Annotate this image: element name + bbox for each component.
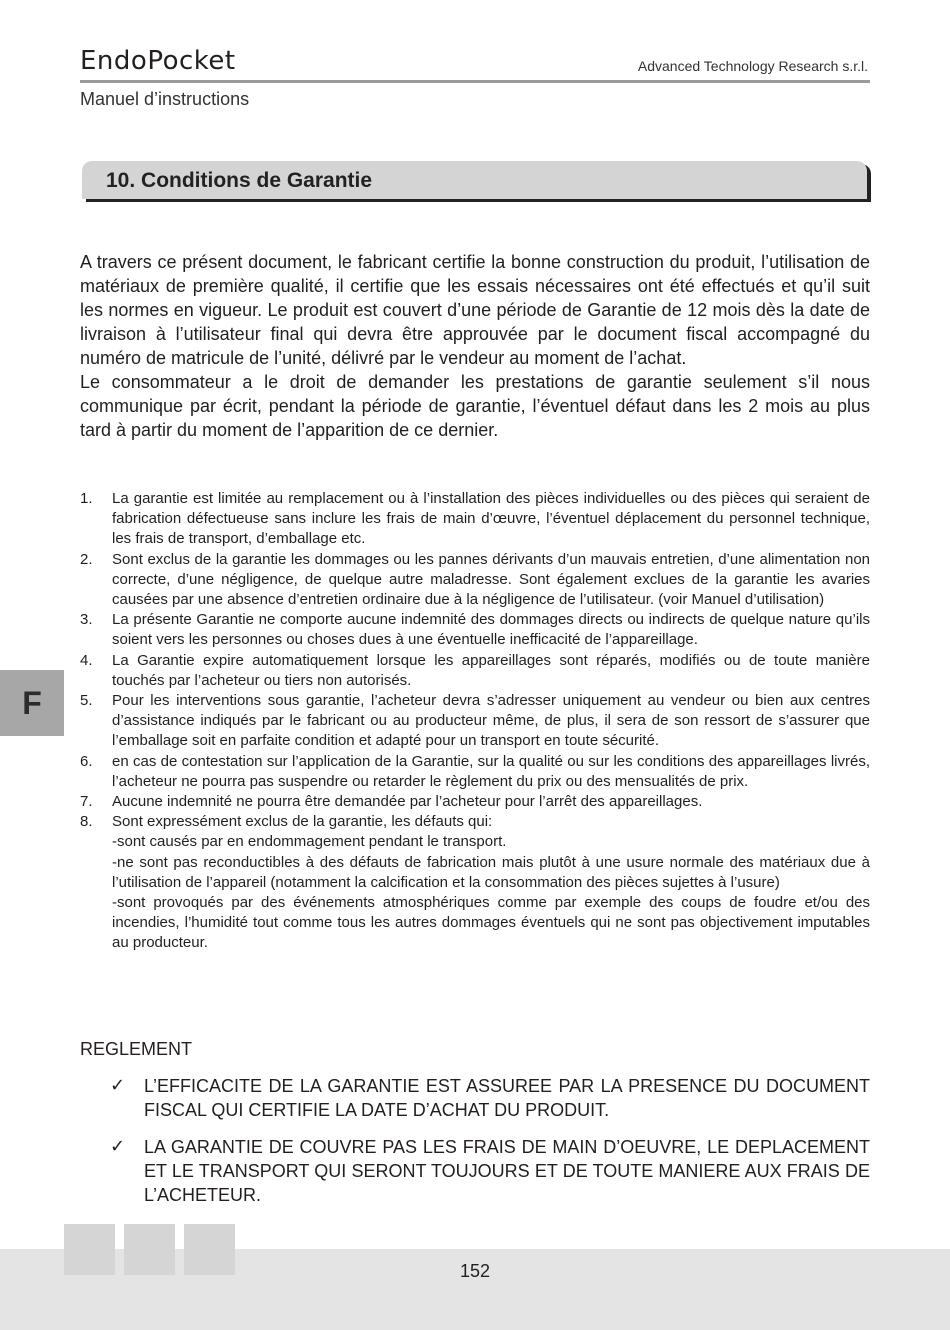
conditions-list [80, 489, 870, 954]
condition-number: 2. [80, 550, 93, 568]
reglement-title: REGLEMENT [80, 1039, 193, 1059]
condition-text: La présente Garantie ne comporte aucune indemnité des dommages directs ou indirects de quelque nature qu’ils soient vers les personnes ou choses dues à une éventuelle inefficacité de l’appareillage. [112, 611, 870, 649]
language-tab-letter: F [22, 684, 42, 721]
reglement-item [108, 1135, 870, 1207]
condition-text: Aucune indemnité ne pourra être demandée par l’acheteur pour l’arrêt des appareillages. [112, 793, 703, 811]
condition-number: 3. [80, 611, 93, 629]
reglement-text: L’EFFICACITE DE LA GARANTIE EST ASSUREE PAR LA PRESENCE DU DOCUMENT FISCAL QUI CERTIFIE LA DATE D’ACHAT DU PRODUIT. [144, 1076, 870, 1120]
language-tab [0, 670, 64, 736]
exclusion-item: -sont provoqués par des événements atmosphériques comme par exemple des coups de foudre et/ou des incendies, l’humidité tout comme tous les autres dommages éventuels qui ne sont pas objectivement imputables au producteur. [112, 894, 870, 952]
company-name: Advanced Technology Research s.r.l. [637, 58, 868, 74]
condition-item [80, 792, 870, 812]
condition-item [80, 489, 870, 550]
condition-item [80, 691, 870, 752]
condition-text: La garantie est limitée au remplacement ou à l’installation des pièces individuelles ou des pièces qui seraient de fabrication défectueuse sans inclure les frais de main d’œuvre, l’éventuel déplacement du personnel technique, les frais de transport, d’emballage etc. [112, 490, 870, 548]
brand-logo: EndoPocket [80, 46, 236, 76]
condition-number: 7. [80, 793, 93, 811]
condition-item [80, 812, 870, 953]
condition-number: 4. [80, 651, 93, 669]
exclusion-item: -sont causés par en endommagement pendant le transport. [112, 833, 507, 851]
condition-number: 1. [80, 490, 93, 507]
document-subtitle: Manuel d’instructions [80, 89, 250, 109]
condition-item [80, 550, 870, 611]
condition-number: 6. [80, 752, 93, 770]
intro-text [80, 250, 870, 442]
reglement-text: LA GARANTIE DE COUVRE PAS LES FRAIS DE MAIN D’OEUVRE, LE DEPLACEMENT ET LE TRANSPORT QUI SERONT TOUJOURS ET DE TOUTE MANIERE AUX FRAIS DE L’ACHETEUR. [144, 1137, 870, 1205]
condition-text: La Garantie expire automatiquement lorsque les appareillages sont réparés, modifiés ou de toute manière touchés par l’acheteur ou tiers non autorisés. [112, 651, 870, 689]
condition-text: Sont exclus de la garantie les dommages ou les pannes dérivants d’un mauvais entretien, d’une alimentation non correcte, d’une négligence, de quelque autre maladresse. Sont également exclues de la garantie les avaries causées par une absence d’entretien ordinaire due à la négligence de l’utilisateur. (voir Manuel d’utilisation) [112, 550, 870, 609]
checkmark-icon: ✓ [110, 1075, 126, 1096]
page-number: 152 [459, 1261, 491, 1281]
condition-item [80, 610, 870, 650]
condition-number: 5. [80, 692, 93, 710]
exclusion-item: -ne sont pas reconductibles à des défauts de fabrication mais plutôt à une usure normale des matériaux due à l’utilisation de l’appareil (notamment la calcification et la consommation des pièces sujettes à l’usure) [112, 853, 870, 891]
condition-number: 8. [80, 813, 93, 831]
condition-item [80, 752, 870, 792]
intro-paragraph: Le consommateur a le droit de demander les prestations de garantie seulement s’il nous communique par écrit, pendant la période de garantie, l’éventuel défaut dans les 2 mois au plus tard à partir du moment de l’apparition de ce dernier. [80, 372, 870, 440]
condition-text: en cas de contestation sur l’application de la Garantie, sur la qualité ou sur les conditions des appareillages livrés, l’acheteur ne pourra pas suspendre ou retarder le règlement du prix ou des mensualités de prix. [112, 752, 870, 790]
condition-text: Pour les interventions sous garantie, l’acheteur devra s’adresser uniquement au vendeur ou bien aux centres d’assistance indiqués par le fabricant ou au producteur même, de plus, il sera de son ressort de s’assurer que l’emballage soit en parfaite condition et adapté pour un transport en toute sécurité. [112, 692, 870, 750]
reglement-list [108, 1074, 870, 1220]
header-divider [80, 80, 870, 83]
intro-paragraph: A travers ce présent document, le fabricant certifie la bonne construction du produit, l’utilisation de matériaux de première qualité, il certifie que les essais nécessaires ont été effectués et qu’il suit les normes en vigueur. Le produit est couvert d’une période de Garantie de 12 mois dès la date de livraison à l’utilisateur final qui devra être approuvée par le document fiscal accompagné du numéro de matricule de l’unité, délivré par le vendeur au moment de l’achat. [80, 252, 870, 368]
reglement-item [108, 1074, 870, 1122]
section-title: 10. Conditions de Garantie [106, 169, 373, 192]
section-heading-box [82, 161, 867, 199]
checkmark-icon: ✓ [110, 1136, 126, 1157]
condition-item [80, 651, 870, 691]
condition-text: Sont expressément exclus de la garantie, les défauts qui: [112, 813, 493, 831]
